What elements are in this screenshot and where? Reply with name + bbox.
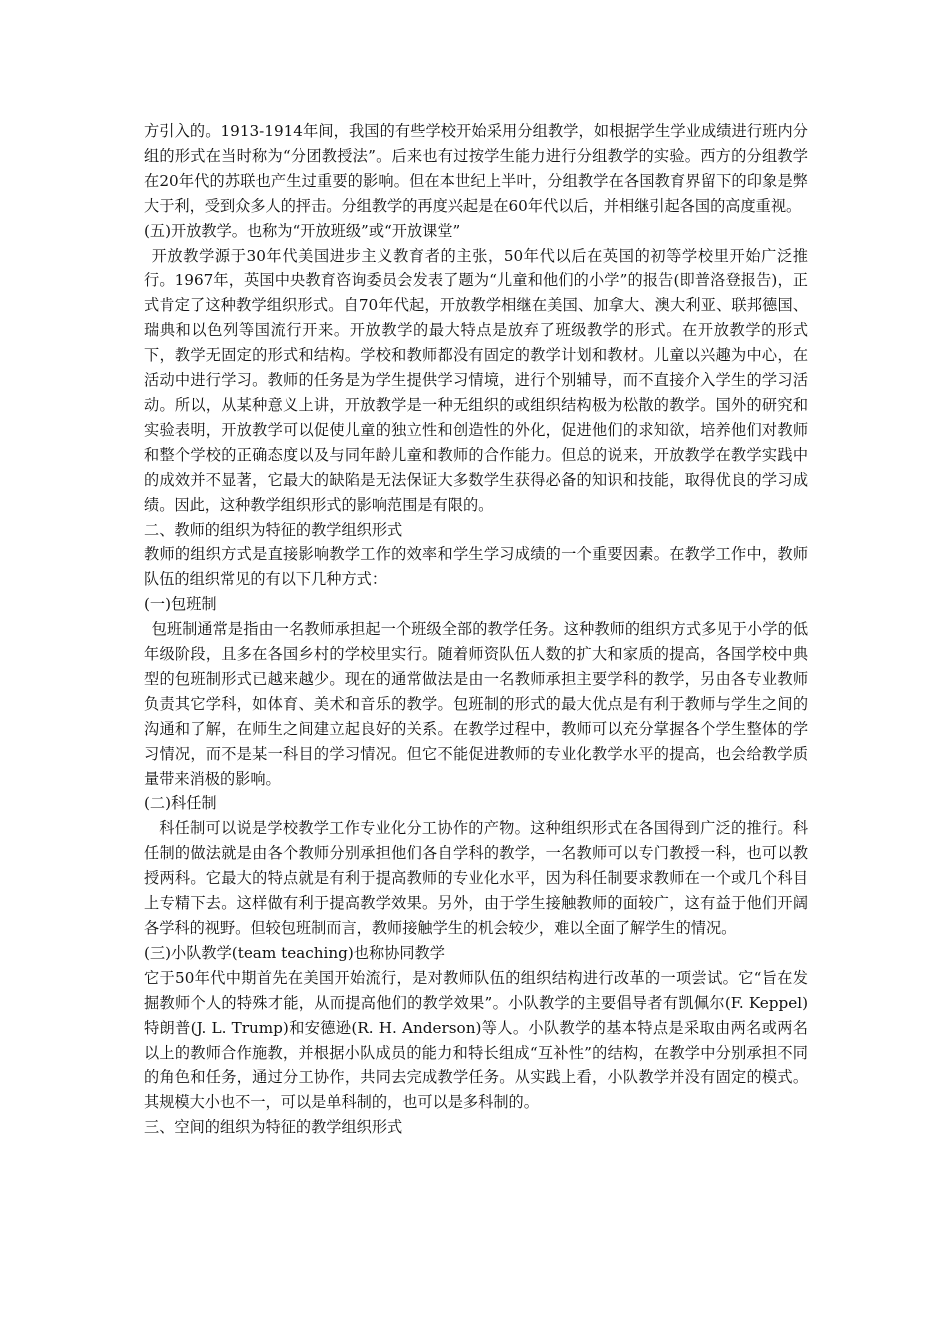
heading-open-teaching: (五)开放教学。也称为“开放班级”或“开放课堂” (144, 221, 461, 240)
paragraph-team-teaching: 它于50年代中期首先在美国开始流行，是对教师队伍的组织结构进行改革的一项尝试。它“旨在发掘教师个人的特殊才能，从而提高他们的教学效果”。小队教学的主要倡导者有凯佩尔(F. Keppel)特朗普(J. L. Trump)和安德逊(R. H. Anderson)等人。小队教学的基本特点是采取由两名或两名以上的教师合作施教，并根据小队成员的能力和特长组成“互补性”的结构，在教学中分别承担不同的角色和任务，通过分工协作，共同去完成教学任务。从实践上看，小队教学并没有固定的模式。其规模大小也不一，可以是单科制的，也可以是多科制的。 (144, 968, 808, 1112)
paragraph-open-teaching: 开放教学源于30年代美国进步主义教育者的主张，50年代以后在英国的初等学校里开始广泛推行。1967年，英国中央教育咨询委员会发表了题为“儿童和他们的小学”的报告(即普洛登报告)，正式肯定了这种教学组织形式。自70年代起，开放教学相继在美国、加拿大、澳大利亚、联邦德国、瑞典和以色列等国流行开来。开放教学的最大特点是放弃了班级教学的形式。在开放教学的形式下，教学无固定的形式和结构。学校和教师都没有固定的教学计划和教材。儿童以兴趣为中心，在活动中进行学习。教师的任务是为学生提供学习情境，进行个别辅导，而不直接介入学生的学习活动。所以，从某种意义上讲，开放教学是一种无组织的或组织结构极为松散的教学。国外的研究和实验表明，开放教学可以促使儿童的独立性和创造性的外化，促进他们的求知欲，培养他们对教师和整个学校的正确态度以及与同年龄儿童和教师的合作能力。但总的说来，开放教学在教学实践中的成效并不显著，它最大的缺陷是无法保证大多数学生获得必备的知识和技能，取得优良的学习成绩。因此，这种教学组织形式的影响范围是有限的。 (144, 246, 808, 514)
heading-subject-teacher-system: (二)科任制 (144, 794, 217, 813)
document-page (144, 119, 808, 1140)
paragraph-grouping-history: 方引入的。1913-1914年间，我国的有些学校开始采用分组教学，如根据学生学业成绩进行班内分组的形式在当时称为“分团教授法”。后来也有过按学生能力进行分组教学的实验。西方的分组教学在20年代的苏联也产生过重要的影响。但在本世纪上半叶，分组教学在各国教育界留下的印象是弊大于利，受到众多人的抨击。分组教学的再度兴起是在60年代以后，并相继引起各国的高度重视。 (144, 122, 808, 215)
heading-teacher-organization: 二、教师的组织为特征的教学组织形式 (144, 520, 403, 539)
heading-space-organization: 三、空间的组织为特征的教学组织形式 (144, 1118, 403, 1137)
heading-class-teacher-system: (一)包班制 (144, 595, 217, 614)
paragraph-teacher-organization-intro: 教师的组织方式是直接影响教学工作的效率和学生学习成绩的一个重要因素。在教学工作中，教师队伍的组织常见的有以下几种方式： (144, 545, 808, 589)
paragraph-class-teacher-system: 包班制通常是指由一名教师承担起一个班级全部的教学任务。这种教师的组织方式多见于小学的低年级阶段，且多在各国乡村的学校里实行。随着师资队伍人数的扩大和家质的提高，各国学校中典型的包班制形式已越来越少。现在的通常做法是由一名教师承担主要学科的教学，另由各专业教师负责其它学科，如体育、美术和音乐的教学。包班制的形式的最大优点是有利于教师与学生之间的沟通和了解，在师生之间建立起良好的关系。在教学过程中，教师可以充分掌握各个学生整体的学习情况，而不是某一科目的学习情况。但它不能促进教师的专业化教学水平的提高，也会给教学质量带来消极的影响。 (144, 620, 808, 788)
paragraph-subject-teacher-system: 科任制可以说是学校教学工作专业化分工协作的产物。这种组织形式在各国得到广泛的推行。科任制的做法就是由各个教师分别承担他们各自学科的教学，一名教师可以专门教授一科，也可以教授两科。它最大的特点就是有利于提高教师的专业化水平，因为科任制要求教师在一个或几个科目上专精下去。这样做有利于提高教学效果。另外，由于学生接触教师的面较广，这有益于他们开阔各学科的视野。但较包班制而言，教师接触学生的机会较少，难以全面了解学生的情况。 (144, 819, 808, 937)
heading-team-teaching: (三)小队教学(team teaching)也称协同教学 (144, 943, 445, 962)
